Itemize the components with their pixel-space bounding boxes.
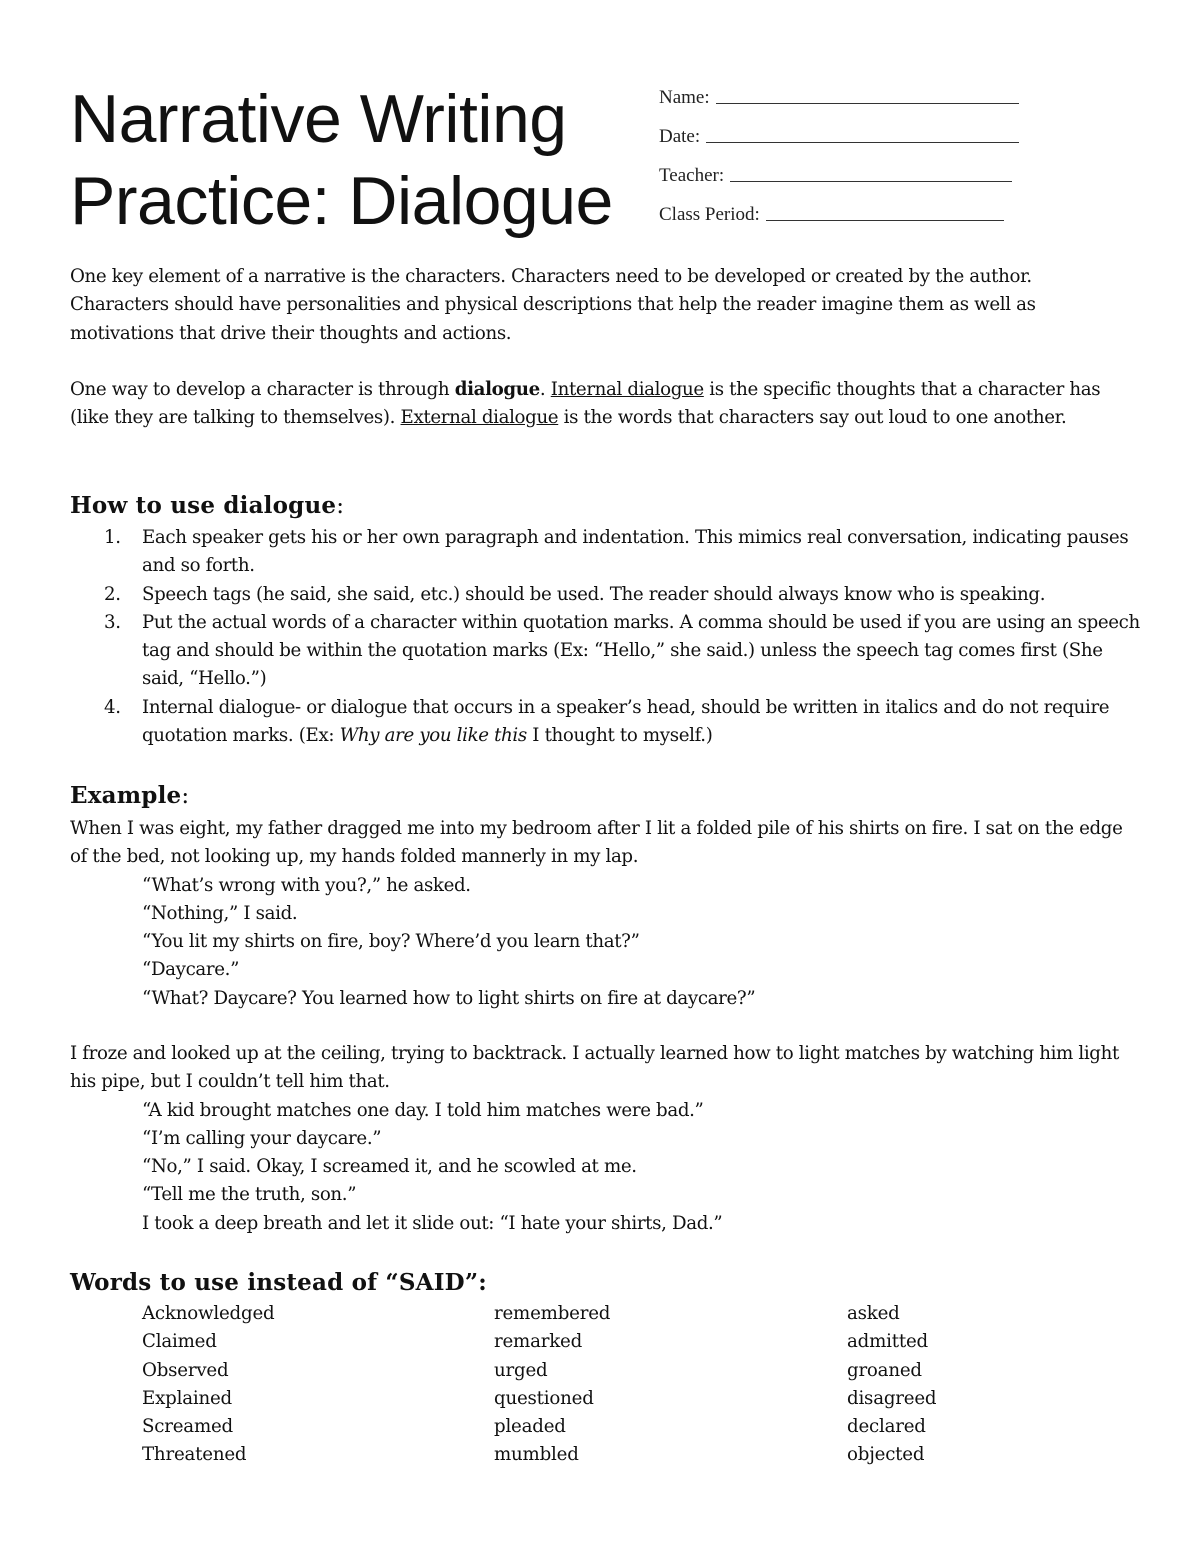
rule-number: 3. [104, 611, 121, 633]
rule-text: Each speaker gets his or her own paragraph and indentation. This mimics real conversation, indicating pauses and so forth. [142, 527, 1129, 577]
dialogue-line: “Tell me the truth, son.” [142, 1184, 357, 1206]
class-period-blank-line[interactable] [766, 220, 1004, 221]
date-label: Date: [659, 126, 701, 147]
student-info-fields [659, 70, 1039, 226]
dialogue-line: “A kid brought matches one day. I told him matches were bad.” [142, 1099, 704, 1121]
rule-italic-example: Why are you like this [339, 725, 527, 747]
teacher-field[interactable] [659, 148, 1039, 187]
intro-p2-text-1: One way to develop a character is through [70, 379, 455, 400]
example-paragraph-2: I froze and looked up at the ceiling, trying to backtrack. I actually learned how to light matches by watching him light his pipe, but I couldn’t tell him that. [70, 1043, 1119, 1093]
dialogue-line: “Daycare.” [142, 959, 240, 981]
how-to-heading [70, 491, 344, 521]
class-period-field[interactable] [659, 187, 1039, 226]
rule-item [70, 524, 1140, 581]
dialogue-line: “You lit my shirts on fire, boy? Where’d you learn that?” [142, 931, 640, 953]
rule-text: Speech tags (he said, she said, etc.) should be used. The reader should always know who is speaking. [142, 583, 1046, 605]
page-title [70, 78, 660, 242]
example-heading [70, 781, 189, 811]
rule-number: 2. [104, 583, 121, 605]
date-blank-line[interactable] [706, 142, 1019, 143]
example-passage-2 [70, 1040, 1135, 1238]
word-column-2 [494, 1300, 847, 1470]
word-item: Explained [142, 1387, 232, 1409]
class-period-label: Class Period: [659, 204, 760, 225]
name-blank-line[interactable] [716, 103, 1019, 104]
dialogue-line: “No,” I said. Okay, I screamed it, and he scowled at me. [142, 1156, 637, 1178]
word-item: Acknowledged [142, 1303, 275, 1324]
word-item: objected [847, 1444, 925, 1466]
dialogue-rules-list [70, 524, 1140, 750]
name-label: Name: [659, 87, 710, 108]
rule-item [70, 609, 1140, 694]
rule-text [142, 697, 1109, 746]
teacher-label: Teacher: [659, 165, 725, 186]
rule-text: Put the actual words of a character within quotation marks. A comma should be used if you are using an speech tag and should be within the quotation marks (Ex: “Hello,” she said.) unless the speech tag comes first (She said, “Hello.”) [142, 611, 1140, 690]
title-line-2: Practice: Dialogue [70, 163, 613, 239]
dialogue-line: “What? Daycare? You learned how to light shirts on fire at daycare?” [142, 987, 756, 1009]
how-to-heading-text: How to use dialogue [70, 492, 337, 519]
intro-p2-text-3: is the specific thoughts that a character has (like they are talking to themselves). [70, 379, 1101, 429]
word-item: asked [847, 1303, 900, 1324]
intro-p2-text-4: is the words that characters say out loud to one another. [558, 407, 1067, 429]
rule-text-after: I thought to myself.) [526, 725, 713, 747]
dialogue-line: “What’s wrong with you?,” he asked. [142, 874, 471, 896]
example-heading-text: Example [70, 782, 182, 809]
word-item: disagreed [847, 1387, 937, 1409]
rule-text-before: Internal dialogue- or dialogue that occurs in a speaker’s head, should be written in italics and do not require quotation marks. (Ex: [142, 696, 1110, 747]
word-item: Claimed [142, 1331, 217, 1353]
word-item: Threatened [142, 1444, 247, 1466]
word-item: Observed [142, 1359, 229, 1381]
word-column-3 [847, 1300, 1047, 1470]
word-item: groaned [847, 1359, 922, 1381]
name-field[interactable] [659, 70, 1039, 109]
example-passage-1 [70, 815, 1135, 1013]
word-item: declared [847, 1416, 926, 1438]
teacher-blank-line[interactable] [730, 181, 1012, 182]
rule-number: 4. [104, 696, 121, 718]
external-dialogue-term: External dialogue [400, 407, 559, 429]
intro-paragraph-1: One key element of a narrative is the characters. Characters need to be developed or created by the author. Characters should have personalities and physical descriptions that help the reader imagine them as well as motivations that drive their thoughts and actions. [70, 266, 1036, 344]
word-column-1 [142, 1300, 494, 1470]
dialogue-term: dialogue [454, 379, 540, 400]
intro-p2-text-2: . [539, 379, 551, 400]
word-item: mumbled [494, 1444, 579, 1466]
example-heading-colon: : [181, 783, 190, 809]
word-item: remarked [494, 1331, 583, 1353]
word-item: Screamed [142, 1416, 233, 1438]
example-paragraph-1: When I was eight, my father dragged me into my bedroom after I lit a folded pile of his shirts on fire. I sat on the edge of the bed, not looking up, my hands folded mannerly in my lap. [70, 818, 1123, 868]
dialogue-line: “I’m calling your daycare.” [142, 1127, 382, 1149]
said-alternatives-grid [142, 1300, 1042, 1470]
dialogue-line: “Nothing,” I said. [142, 902, 298, 924]
intro-paragraph-2 [70, 376, 1135, 433]
said-alternatives-heading: Words to use instead of “SAID”: [70, 1269, 487, 1296]
internal-dialogue-term: Internal dialogue [550, 379, 704, 400]
word-item: admitted [847, 1331, 928, 1353]
how-to-heading-colon: : [336, 493, 345, 519]
word-item: urged [494, 1359, 548, 1381]
word-item: pleaded [494, 1416, 566, 1438]
word-item: remembered [494, 1303, 611, 1324]
word-item: questioned [494, 1387, 594, 1409]
date-field[interactable] [659, 109, 1039, 148]
rule-item [70, 581, 1140, 609]
rule-number: 1. [104, 527, 121, 548]
rule-item [70, 694, 1140, 751]
title-line-1: Narrative Writing [70, 81, 567, 157]
dialogue-line: I took a deep breath and let it slide out: “I hate your shirts, Dad.” [142, 1212, 723, 1234]
